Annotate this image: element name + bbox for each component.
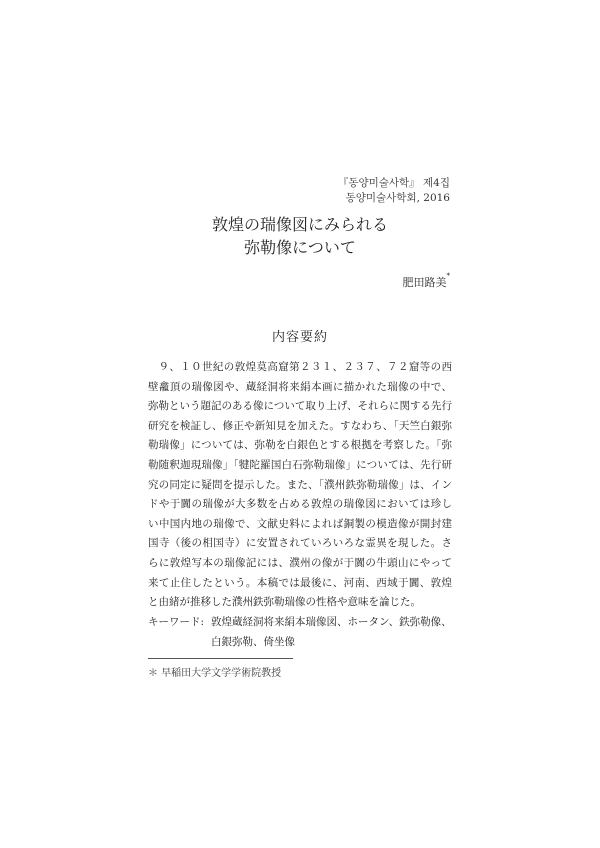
keywords-label: キーワード: — [148, 616, 205, 628]
keywords — [148, 613, 452, 652]
author-name: 肥田路美 — [402, 276, 447, 289]
title-line-2: 弥勒像について — [244, 238, 356, 257]
journal-citation — [338, 176, 450, 206]
journal-name-line: 『동양미술사학』 제4집 — [337, 177, 450, 189]
abstract-paragraph: ９、１０世紀の敦煌莫高窟第２３１、２３７、７２窟等の西壁龕頂の瑞像図や、蔵経洞将来絹本画に描かれた瑞像の中で、弥勒という題記のある像について取り上げ、それらに関する先行研究を検証し、修正や新知見を加えた。すなわち、「天竺白銀弥勒瑞像」については、弥勒を白銀色とする根拠を考察した。「弥勒随釈迦現瑞像」「犍陀羅国白石弥勒瑞像」については、先行研究の同定に疑問を提示した。また、「濮州鉄弥勒瑞像」は、インドや于闐の瑞像が大多数を占める敦煌の瑞像図においては珍しい中国内地の瑞像で、文献史料によれば銅製の模造像が開封建国寺（後の相国寺）に安置されていろいろな霊異を現した。さらに敦煌写本の瑞像記には、濮州の像が于闐の牛頭山にやって来て止住したという。本稿では最後に、河南、西域于闐、敦煌と由緒が推移した濮州鉄弥勒瑞像の性格や意味を論じた。 — [148, 361, 452, 609]
keywords-line-1: 敦煌蔵経洞将来絹本瑞像図、ホータン、鉄弥勒像、 — [211, 616, 452, 628]
journal-publisher-line: 동양미술사학회, 2016 — [345, 192, 450, 204]
author-footnote-mark: * — [446, 272, 450, 280]
paper-title — [0, 213, 600, 259]
footnote-divider — [148, 658, 293, 659]
abstract-heading: 内容要約 — [271, 330, 328, 345]
author — [403, 274, 451, 290]
title-line-1: 敦煌の瑞像図にみられる — [211, 215, 388, 234]
author-affiliation-footnote: ＊ 早稲田大学文学学術院教授 — [148, 668, 282, 679]
keywords-line-2: 白銀弥勒、倚坐像 — [211, 635, 295, 648]
abstract-body — [148, 358, 452, 613]
